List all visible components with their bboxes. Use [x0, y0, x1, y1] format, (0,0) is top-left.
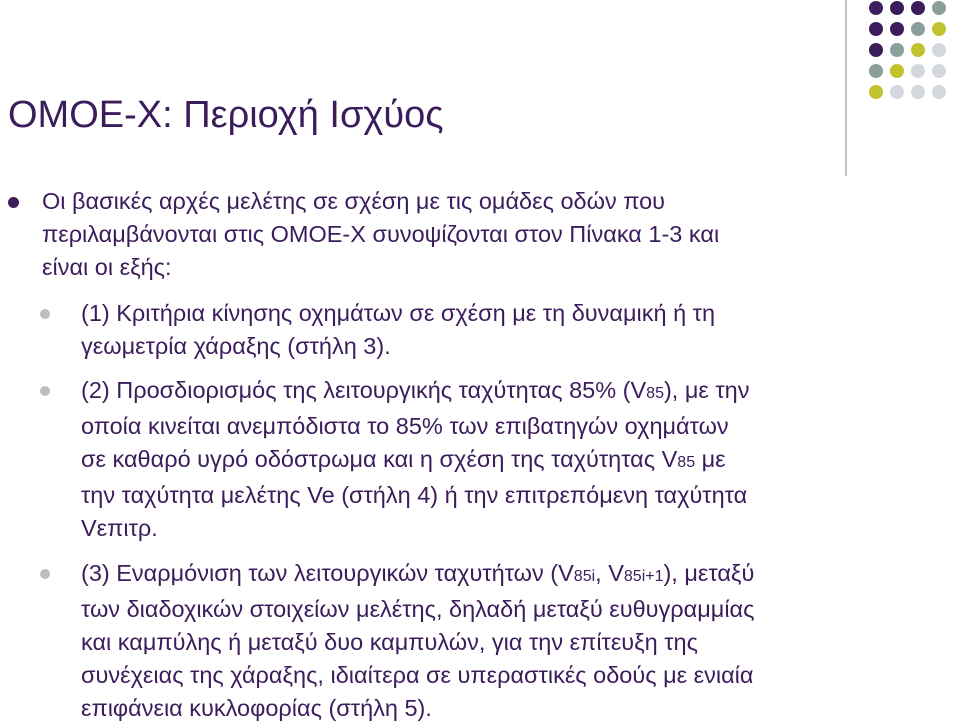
decorative-dot [890, 22, 904, 36]
text-line: επιφάνεια κυκλοφορίας (στήλη 5). [81, 695, 432, 721]
decorative-dot [869, 43, 883, 57]
bullet-item-2-text [81, 374, 750, 545]
decorative-dot [911, 22, 925, 36]
decorative-dot [890, 1, 904, 15]
decorative-dot [932, 22, 946, 36]
decorative-dot [911, 43, 925, 57]
decorative-dot [869, 1, 883, 15]
text-run: ), μεταξύ [663, 560, 755, 586]
decorative-dot [890, 43, 904, 57]
text-run: σε καθαρό υγρό οδόστρωμα και η σχέση της ταχύτητας V [81, 446, 678, 472]
text-line: οποία κινείται ανεμπόδιστα το 85% των επιβατηγών οχημάτων [81, 413, 729, 439]
text-line: γεωμετρία χάραξης (στήλη 3). [81, 333, 391, 359]
decorative-dot [932, 64, 946, 78]
text-run: , V [595, 560, 624, 586]
text-line: (1) Κριτήρια κίνησης οχημάτων σε σχέση με τη δυναμική ή τη [81, 300, 716, 326]
text-line: και καμπύλης ή μεταξύ δυο καμπυλών, για την επίτευξη της [81, 629, 698, 655]
decorative-dot [932, 1, 946, 15]
decorative-dot [890, 64, 904, 78]
bullet-item-2 [40, 374, 920, 545]
text-run: (3) Εναρμόνιση των λειτουργικών ταχυτήτων (V [81, 560, 574, 586]
subscript-text: 85i+1 [623, 568, 664, 585]
text-line: περιλαμβάνονται στις ΟΜΟΕ-Χ συνοψίζονται στον Πίνακα 1-3 και [42, 221, 720, 247]
decorative-dot [911, 1, 925, 15]
text-line: την ταχύτητα μελέτης Ve (στήλη 4) ή την επιτρεπόμενη ταχύτητα [81, 482, 748, 508]
subscript-text: 85 [677, 454, 696, 471]
decorative-dot [932, 43, 946, 57]
decorative-dot [911, 64, 925, 78]
bullet-item-1-text [81, 297, 715, 363]
text-line: συνέχειας της χάραξης, ιδιαίτερα σε υπεραστικές οδούς με ενιαία [81, 662, 754, 688]
sub-bullet-dot-icon [40, 309, 50, 319]
slide-title: ΟΜΟΕ-Χ: Περιοχή Ισχύος [8, 94, 444, 136]
subscript-text: 85 [646, 385, 664, 402]
text-run: με [695, 446, 726, 472]
bullet-item-3-text [81, 557, 754, 725]
decorative-dot [911, 85, 925, 99]
bullet-item-1 [40, 297, 920, 363]
text-run: (2) Προσδιορισμός της λειτουργικής ταχύτητας 85% (V [81, 377, 647, 403]
sub-bullet-dot-icon [40, 569, 50, 579]
text-line: των διαδοχικών στοιχείων μελέτης, δηλαδή μεταξύ ευθυγραμμίας [81, 596, 755, 622]
sub-bullet-dot-icon [40, 386, 50, 396]
decorative-dot [932, 85, 946, 99]
text-line: Οι βασικές αρχές μελέτης σε σχέση με τις ομάδες οδών που [42, 188, 666, 214]
text-run: ), με την [663, 377, 750, 403]
text-line: είναι οι εξής: [42, 254, 172, 280]
bullet-item-3 [40, 557, 920, 725]
bullet-intro-text [42, 185, 719, 284]
subscript-text: 85i [573, 568, 596, 585]
text-line [81, 557, 754, 593]
text-line [81, 374, 750, 410]
text-line: Vεπιτρ. [81, 515, 158, 541]
corner-dot-decoration [0, 0, 960, 180]
decorative-dot [890, 85, 904, 99]
decorative-dot [869, 22, 883, 36]
decorative-dot [869, 85, 883, 99]
bullet-dot-icon [8, 197, 19, 208]
bullet-intro [8, 185, 868, 284]
decorative-dot [869, 64, 883, 78]
text-line [81, 443, 750, 479]
